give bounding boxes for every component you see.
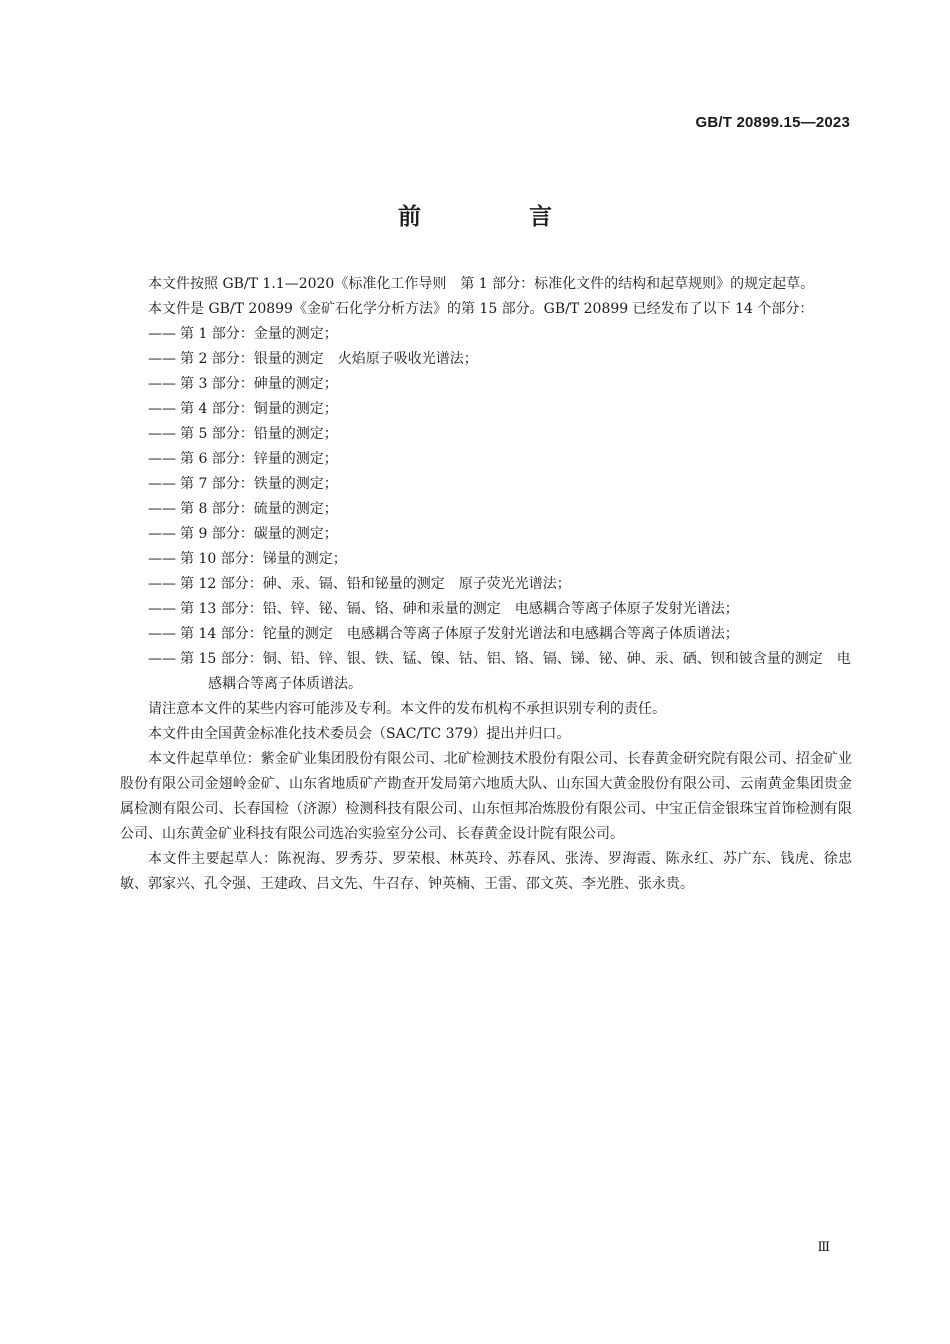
intro-paragraph: 本文件是 GB/T 20899《金矿石化学分析方法》的第 15 部分。GB/T 20899 已经发布了以下 14 个部分： xyxy=(148,301,814,317)
dash-mark: —— xyxy=(148,451,176,467)
list-item xyxy=(148,372,852,397)
list-item-text: 第 15 部分：铜、铅、锌、银、铁、锰、镍、钴、铝、铬、镉、锑、铋、砷、汞、硒、钡和铍含量的测定 电感耦合等离子体质谱法。 xyxy=(180,651,851,692)
intro-paragraph: 本文件按照 GB/T 1.1—2020《标准化工作导则 第 1 部分：标准化文件的结构和起草规则》的规定起草。 xyxy=(148,276,815,292)
dash-mark: —— xyxy=(148,526,176,542)
list-item xyxy=(148,447,852,472)
list-item xyxy=(148,322,852,347)
list-item-text: 第 8 部分：硫量的测定； xyxy=(180,501,338,517)
list-item xyxy=(148,547,852,572)
dash-mark: —— xyxy=(148,501,176,517)
list-item xyxy=(148,422,852,447)
dash-mark: —— xyxy=(148,476,176,492)
list-item-text: 第 10 部分：锑量的测定； xyxy=(180,551,347,567)
list-item-text: 第 4 部分：铜量的测定； xyxy=(180,401,338,417)
dash-mark: —— xyxy=(148,576,176,592)
parts-list xyxy=(120,322,852,697)
dash-mark: —— xyxy=(148,626,176,642)
patent-notice: 请注意本文件的某些内容可能涉及专利。本文件的发布机构不承担识别专利的责任。 xyxy=(148,701,666,717)
list-item-text: 第 3 部分：砷量的测定； xyxy=(180,376,338,392)
dash-mark: —— xyxy=(148,326,176,342)
dash-mark: —— xyxy=(148,426,176,442)
list-item xyxy=(148,497,852,522)
page-title: 前 言 xyxy=(397,204,602,230)
drafters-paragraph: 本文件主要起草人：陈祝海、罗秀芬、罗荣根、林英玲、苏春风、张涛、罗海霞、陈永红、苏广东、钱虎、徐忠敏、郭家兴、孔令强、王建政、吕文先、牛召存、钟英楠、王雷、邵文英、李光胜、张永贵。 xyxy=(120,851,852,892)
list-item-text: 第 7 部分：铁量的测定； xyxy=(180,476,338,492)
committee-paragraph: 本文件由全国黄金标准化技术委员会（SAC/TC 379）提出并归口。 xyxy=(148,726,571,742)
dash-mark: —— xyxy=(148,351,176,367)
list-item xyxy=(148,622,852,647)
list-item-text: 第 1 部分：金量的测定； xyxy=(180,326,338,342)
standard-number: GB/T 20899.15—2023 xyxy=(695,114,850,131)
list-item-text: 第 6 部分：锌量的测定； xyxy=(180,451,338,467)
list-item xyxy=(148,647,852,697)
drafting-units-paragraph: 本文件起草单位：紫金矿业集团股份有限公司、北矿检测技术股份有限公司、长春黄金研究院有限公司、招金矿业股份有限公司金翅岭金矿、山东省地质矿产勘查开发局第六地质大队、山东国大黄金股份有限公司、云南黄金集团贵金属检测有限公司、长春国检（济源）检测科技有限公司、山东恒邦冶炼股份有限公司、中宝正信金银珠宝首饰检测有限公司、山东黄金矿业科技有限公司选冶实验室分公司、长春黄金设计院有限公司。 xyxy=(120,751,852,842)
list-item-text: 第 9 部分：碳量的测定； xyxy=(180,526,338,542)
list-item-text: 第 2 部分：银量的测定 火焰原子吸收光谱法； xyxy=(180,351,478,367)
document-body xyxy=(120,272,852,897)
list-item xyxy=(148,397,852,422)
dash-mark: —— xyxy=(148,651,176,667)
list-item xyxy=(148,472,852,497)
page-number: Ⅲ xyxy=(817,1240,830,1255)
list-item xyxy=(148,522,852,547)
list-item xyxy=(148,572,852,597)
dash-mark: —— xyxy=(148,551,176,567)
list-item-text: 第 12 部分：砷、汞、镉、铅和铋量的测定 原子荧光光谱法； xyxy=(180,576,571,592)
dash-mark: —— xyxy=(148,601,176,617)
list-item-text: 第 5 部分：铅量的测定； xyxy=(180,426,338,442)
list-item xyxy=(148,597,852,622)
list-item-text: 第 14 部分：铊量的测定 电感耦合等离子体原子发射光谱法和电感耦合等离子体质谱法； xyxy=(180,626,739,642)
list-item xyxy=(148,347,852,372)
list-item-text: 第 13 部分：铅、锌、铋、镉、铬、砷和汞量的测定 电感耦合等离子体原子发射光谱法； xyxy=(180,601,739,617)
dash-mark: —— xyxy=(148,376,176,392)
dash-mark: —— xyxy=(148,401,176,417)
